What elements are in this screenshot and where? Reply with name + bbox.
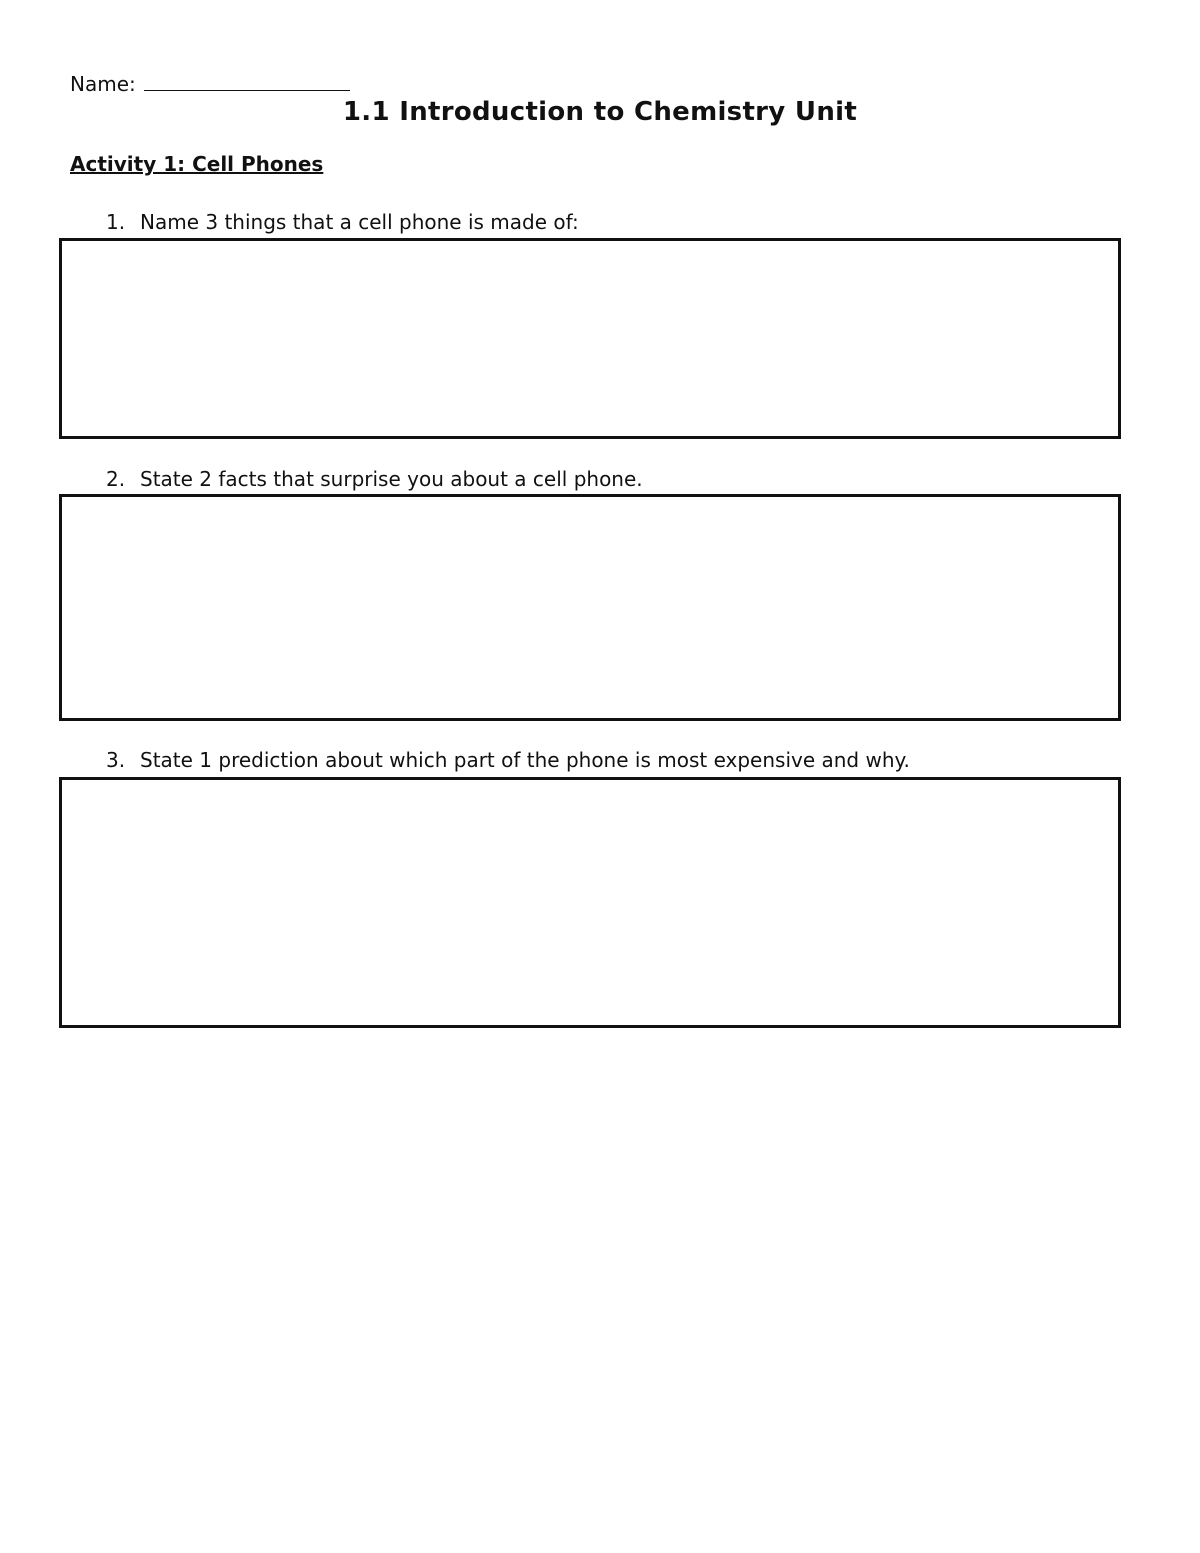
name-label: Name: [70, 72, 136, 96]
question-number: 3. [106, 748, 126, 772]
name-field-row [70, 70, 350, 97]
question-number: 1. [106, 210, 126, 234]
worksheet-title: 1.1 Introduction to Chemistry Unit [342, 97, 858, 127]
answer-box-3[interactable] [59, 777, 1121, 1028]
answer-box-2[interactable] [59, 494, 1121, 721]
question-1 [106, 209, 579, 235]
question-text: State 2 facts that surprise you about a cell phone. [140, 467, 643, 491]
name-blank-line[interactable] [144, 70, 350, 91]
question-3 [106, 747, 910, 773]
question-number: 2. [106, 467, 126, 491]
question-text: State 1 prediction about which part of the phone is most expensive and why. [140, 748, 910, 772]
answer-box-1[interactable] [59, 238, 1121, 439]
question-2 [106, 466, 643, 492]
activity-heading: Activity 1: Cell Phones [70, 152, 324, 176]
question-text: Name 3 things that a cell phone is made of: [140, 210, 579, 234]
